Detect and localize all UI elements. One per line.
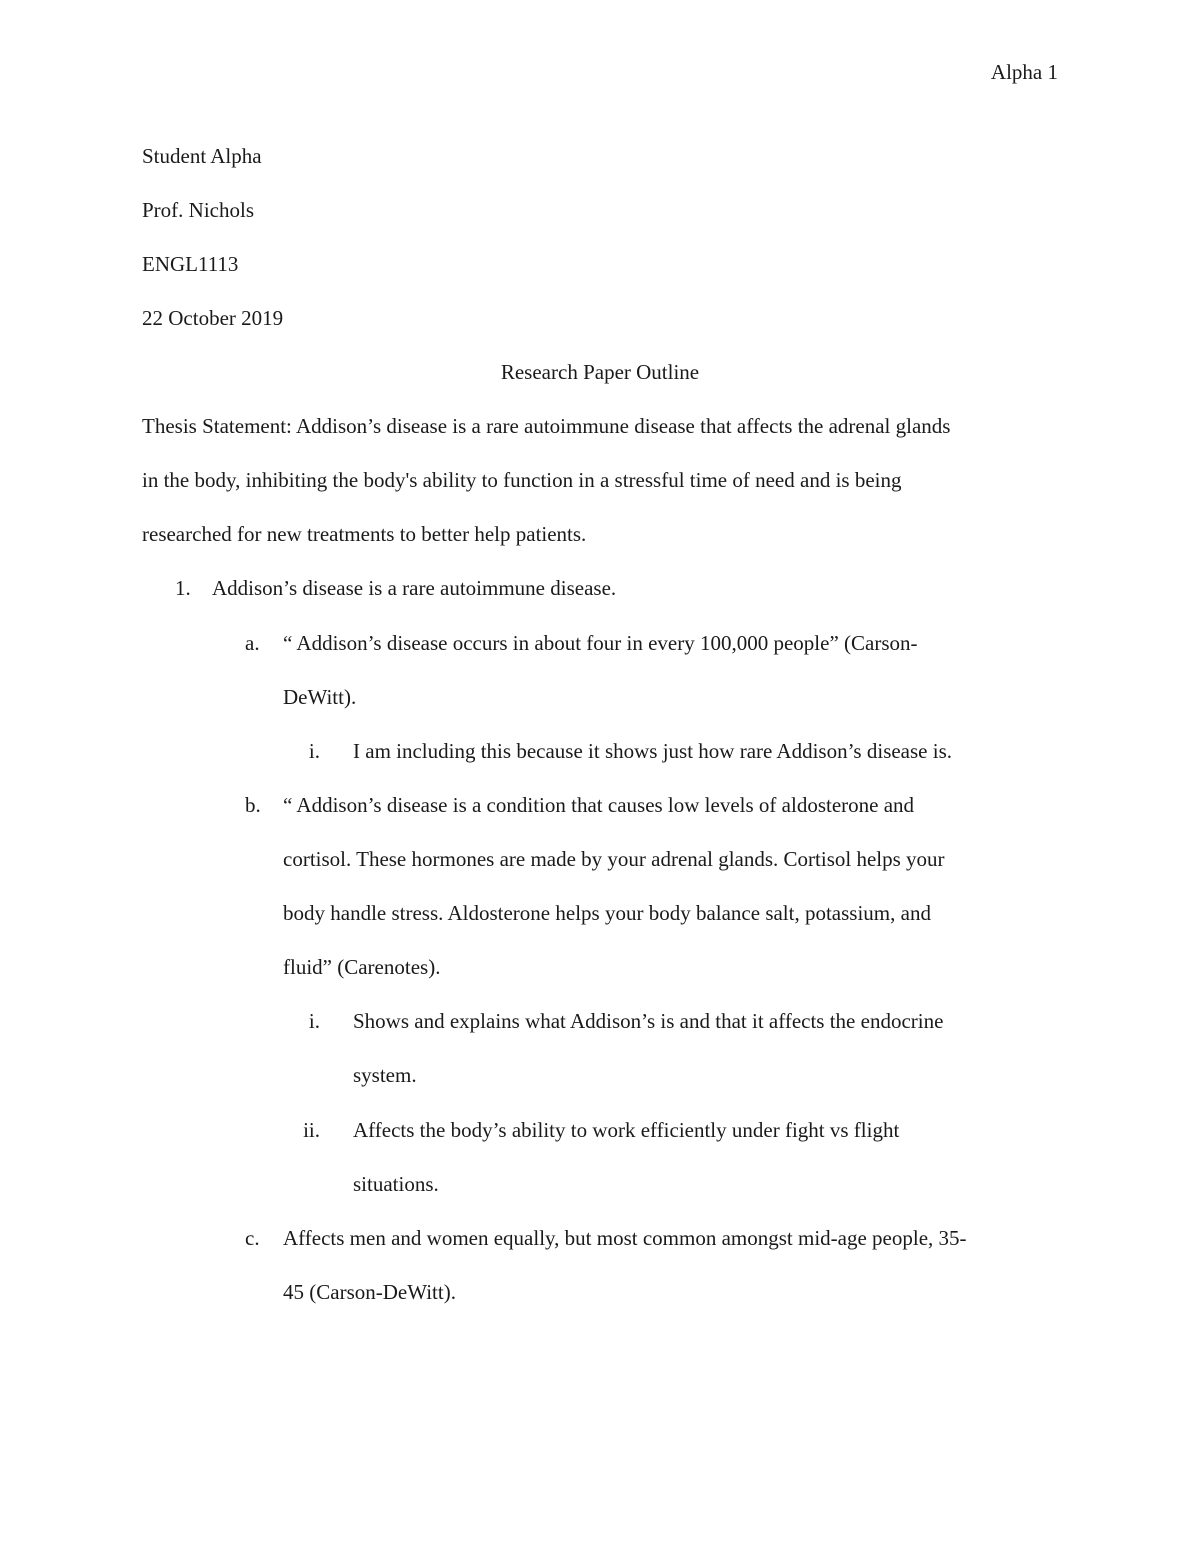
document-title: Research Paper Outline	[500, 360, 700, 384]
course-code: ENGL1113	[142, 252, 239, 276]
outline-item-text: fluid” (Carenotes).	[283, 955, 441, 979]
thesis-line: in the body, inhibiting the body's ability to function in a stressful time of need and is being	[142, 468, 902, 492]
professor-name: Prof. Nichols	[142, 198, 254, 222]
thesis-line: researched for new treatments to better help patients.	[142, 522, 587, 546]
outline-marker: i.	[308, 1009, 320, 1033]
outline-item-text: cortisol. These hormones are made by your adrenal glands. Cortisol helps your	[283, 847, 945, 871]
outline-item-text: system.	[353, 1063, 417, 1087]
outline-marker: ii.	[303, 1118, 320, 1142]
outline-item-text: I am including this because it shows just how rare Addison’s disease is.	[353, 739, 953, 763]
outline-item-text: 45 (Carson-DeWitt).	[283, 1280, 456, 1304]
outline-marker: a.	[245, 631, 260, 655]
outline-item-text: “ Addison’s disease is a condition that causes low levels of aldosterone and	[283, 793, 915, 817]
outline-item-text: “ Addison’s disease occurs in about four in every 100,000 people” (Carson-	[283, 631, 918, 655]
outline-item-text: Affects men and women equally, but most common amongst mid-age people, 35-	[283, 1226, 967, 1250]
student-name: Student Alpha	[142, 144, 262, 168]
outline-marker: b.	[245, 793, 261, 817]
outline-marker: c.	[245, 1226, 260, 1250]
outline-item-text: Addison’s disease is a rare autoimmune disease.	[212, 576, 617, 600]
outline-item-text: situations.	[353, 1172, 439, 1196]
outline-marker: 1.	[175, 576, 191, 600]
thesis-line: Thesis Statement: Addison’s disease is a rare autoimmune disease that affects the adrenal glands	[142, 414, 951, 438]
outline-marker: i.	[308, 739, 320, 763]
page-number-header: Alpha 1	[990, 60, 1058, 84]
outline-item-text: Shows and explains what Addison’s is and that it affects the endocrine	[353, 1009, 944, 1033]
outline-item-text: DeWitt).	[283, 685, 357, 709]
date-line: 22 October 2019	[142, 306, 284, 330]
outline-item-text: body handle stress. Aldosterone helps your body balance salt, potassium, and	[283, 901, 931, 925]
outline-item-text: Affects the body’s ability to work efficiently under fight vs flight	[353, 1118, 900, 1142]
